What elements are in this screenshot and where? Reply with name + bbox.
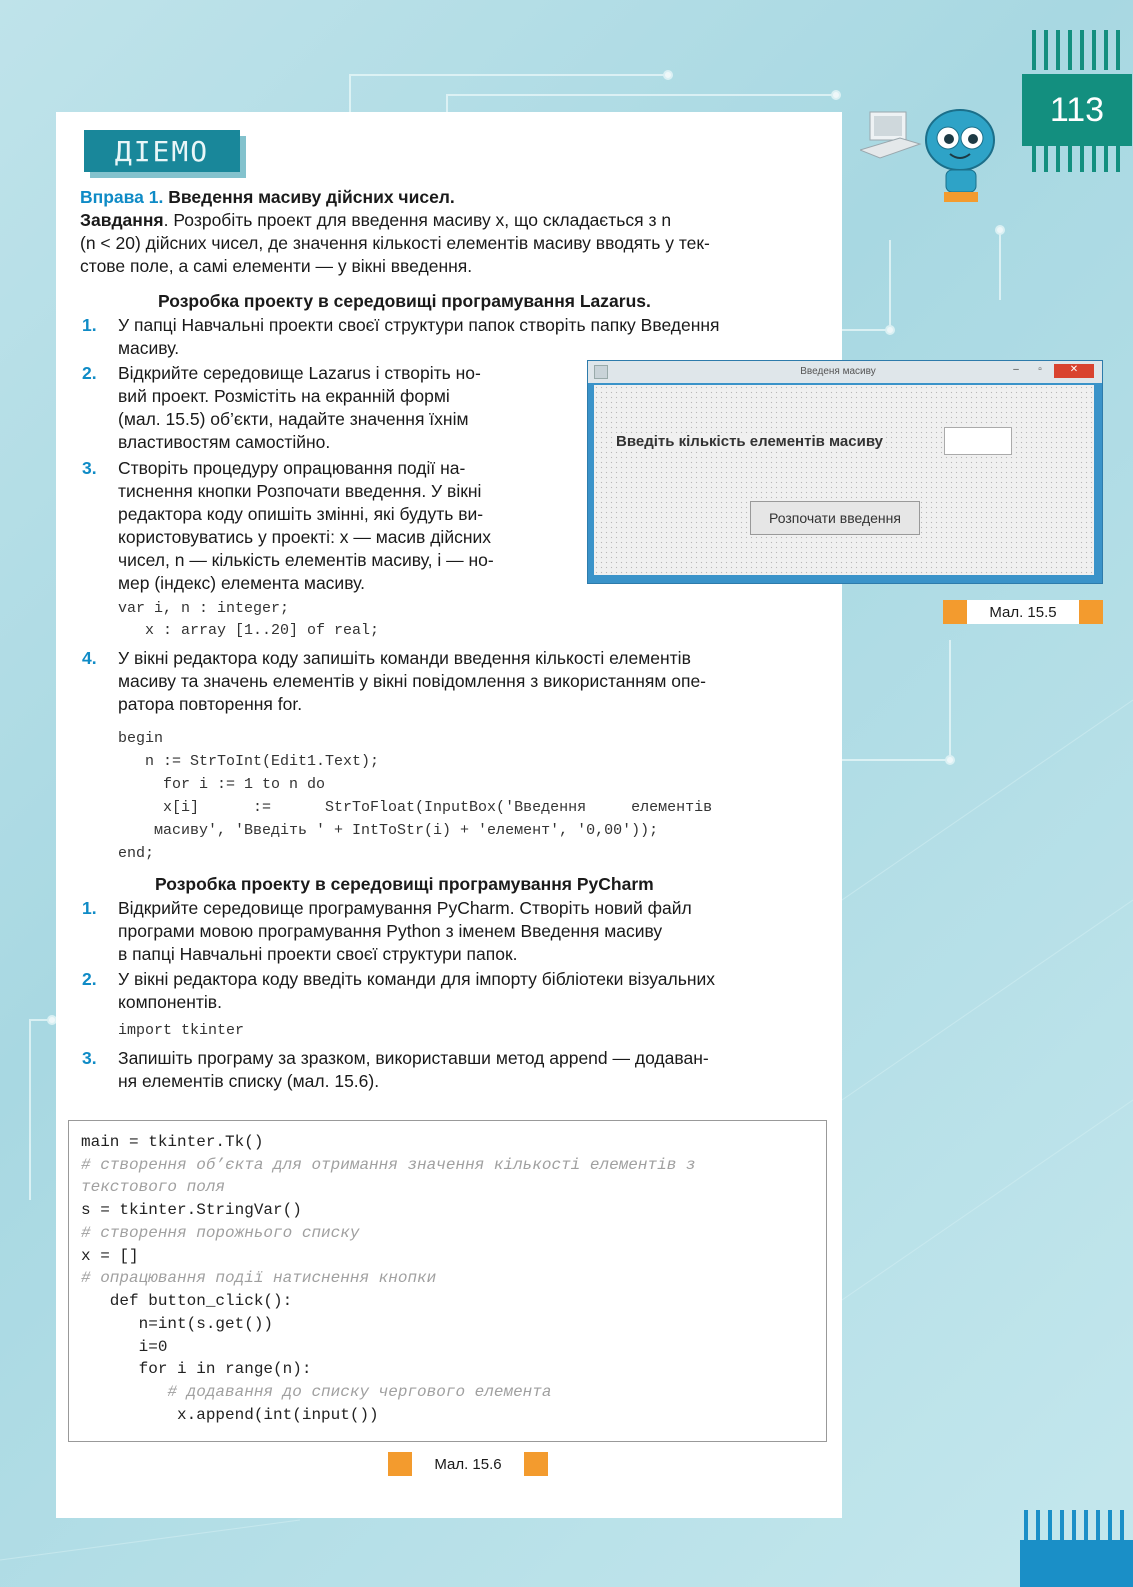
- listing-line: s = tkinter.StringVar(): [81, 1201, 302, 1219]
- step-text: мер (індекс) елемента масиву.: [118, 573, 365, 593]
- listing-comment: # створення об’єкта для отримання значення кількості елементів з: [81, 1156, 696, 1174]
- listing-line: def button_click():: [81, 1292, 293, 1310]
- step-text: У вікні редактора коду запишіть команди введення кількості елементів: [118, 648, 691, 668]
- begin-code-line: begin: [118, 730, 164, 747]
- step-text: масиву та значень елементів у вікні повідомлення з використанням опе-: [118, 671, 707, 691]
- step-text: масиву.: [118, 338, 180, 358]
- listing-line: for i in range(n):: [81, 1360, 312, 1378]
- step-text: властивостям самостійно.: [118, 432, 331, 452]
- step-number: 2.: [82, 363, 97, 383]
- close-icon[interactable]: ✕: [1054, 364, 1094, 378]
- task-line-2: (n < 20) дійсних чисел, де значення кількості елементів масиву вводять у тек-: [80, 233, 710, 253]
- listing-comment: текстового поля: [81, 1178, 226, 1196]
- comb-footer-decoration: [1022, 1510, 1133, 1540]
- step-text: У папці Навчальні проекти своєї структури папок створіть папку Введення: [118, 315, 720, 335]
- count-input[interactable]: [944, 427, 1012, 455]
- listing-comment: # опрацювання події натиснення кнопки: [81, 1269, 437, 1287]
- step-text: вий проект. Розмістіть на екранній формі: [118, 386, 450, 406]
- listing-line: n=int(s.get()): [81, 1315, 274, 1333]
- listing-comment: # створення порожнього списку: [81, 1224, 360, 1242]
- app-icon: [594, 365, 608, 379]
- step-text: компонентів.: [118, 992, 222, 1012]
- window-title: Введеня масиву: [800, 366, 876, 377]
- listing-comment: # додавання до списку чергового елемента: [81, 1383, 552, 1401]
- start-input-button[interactable]: Розпочати введення: [750, 501, 920, 535]
- step-number: 1.: [82, 315, 97, 335]
- task-label: Завдання: [80, 210, 164, 230]
- comb-bottom-decoration: [1030, 146, 1130, 172]
- listing-line: main = tkinter.Tk(): [81, 1133, 264, 1151]
- step-text: редактора коду опишіть змінні, які будуть ви-: [118, 504, 484, 524]
- listing-line: i=0: [81, 1338, 168, 1356]
- task-text: . Розробіть проект для введення масиву x, що складається з n: [163, 210, 672, 230]
- step-number: 3.: [82, 1048, 97, 1068]
- step-text: ня елементів списку (мал. 15.6).: [118, 1071, 380, 1091]
- code-listing: [68, 1120, 827, 1442]
- step-text: Запишіть програму за зразком, використавши метод append — додаван-: [118, 1048, 709, 1068]
- caption-marker-icon: [943, 600, 967, 624]
- step-number: 4.: [82, 648, 97, 668]
- section-banner: ДІЕМО: [84, 130, 240, 172]
- step-text: в папці Навчальні проекти своєї структури папок.: [118, 944, 518, 964]
- minimize-icon[interactable]: –: [1013, 364, 1019, 375]
- caption-marker-icon: [524, 1452, 548, 1476]
- count-label: Введіть кількість елементів масиву: [616, 433, 884, 450]
- step-number: 2.: [82, 969, 97, 989]
- step-text: У вікні редактора коду введіть команди для імпорту бібліотеки візуальних: [118, 969, 716, 989]
- listing-caption: Мал. 15.6: [434, 1455, 502, 1473]
- step-text: (мал. 15.5) об’єкти, надайте значення їхнім: [118, 409, 469, 429]
- step-text: тиснення кнопки Розпочати введення. У вікні: [118, 481, 482, 501]
- listing-line: x.append(int(input()): [81, 1406, 379, 1424]
- caption-marker-icon: [1079, 600, 1103, 624]
- listing-line: x = []: [81, 1247, 139, 1265]
- var-code-line: var i, n : integer;: [118, 600, 290, 617]
- step-text: Відкрийте середовище програмування PyCharm. Створіть новий файл: [118, 898, 692, 918]
- figure-caption: Мал. 15.5: [967, 600, 1079, 624]
- step-number: 3.: [82, 458, 97, 478]
- exercise-label: Вправа 1.: [80, 187, 164, 207]
- caption-marker-icon: [388, 1452, 412, 1476]
- import-code-line: import tkinter: [118, 1022, 245, 1039]
- exercise-heading: [80, 186, 455, 209]
- step-text: користовуватись у проекті: x — масив дійсних: [118, 527, 492, 547]
- exercise-title: Введення масиву дійсних чисел.: [168, 187, 455, 207]
- step-text: Створіть процедуру опрацювання події на-: [118, 458, 466, 478]
- comb-top-decoration: [1030, 30, 1130, 70]
- step-number: 1.: [82, 898, 97, 918]
- maximize-icon[interactable]: ▫: [1038, 364, 1042, 375]
- begin-code-line: масиву', 'Введіть ' + IntToStr(i) + 'елемент', '0,00'));: [118, 822, 659, 839]
- lazarus-form-window: [587, 360, 1103, 584]
- lazarus-heading: Розробка проекту в середовищі програмування Lazarus.: [158, 291, 651, 311]
- begin-code-line: end;: [118, 845, 155, 862]
- task-line-1: [80, 209, 671, 232]
- page-number: 113: [1022, 74, 1132, 146]
- step-text: Відкрийте середовище Lazarus і створіть но-: [118, 363, 481, 383]
- pycharm-heading: Розробка проекту в середовищі програмування PyCharm: [155, 874, 654, 894]
- step-text: ратора повторення for.: [118, 694, 303, 714]
- robot-mascot-icon: [860, 88, 1010, 208]
- step-text: програми мовою програмування Python з іменем Введення масиву: [118, 921, 663, 941]
- window-titlebar: [588, 361, 1102, 383]
- begin-code-line: n := StrToInt(Edit1.Text);: [118, 753, 380, 770]
- var-code-line: x : array [1..20] of real;: [118, 622, 380, 639]
- task-line-3: стове поле, а самі елементи — у вікні введення.: [80, 256, 473, 276]
- form-canvas: [594, 385, 1094, 575]
- step-text: чисел, n — кількість елементів масиву, i — но-: [118, 550, 494, 570]
- begin-code-line: for i := 1 to n do: [118, 776, 326, 793]
- begin-code-line: x[i] := StrToFloat(InputBox('Введення елементів: [118, 799, 713, 816]
